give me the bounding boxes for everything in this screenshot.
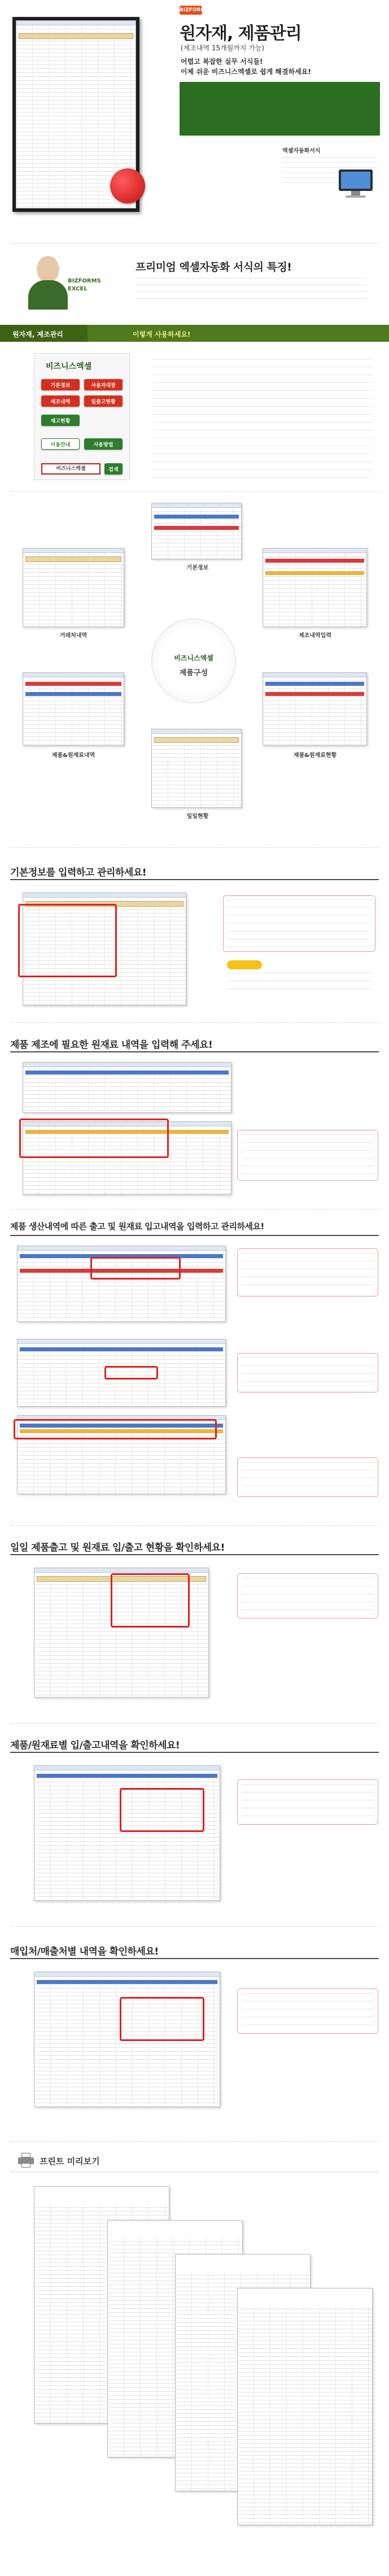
section-line-daily (10, 1554, 379, 1555)
inout-desc (242, 1784, 374, 1819)
production-desc-2 (242, 1357, 374, 1388)
composition-sheet-status (263, 672, 367, 746)
printer-icon (18, 2153, 34, 2168)
menu-descriptions (152, 359, 373, 480)
menu-button-stock[interactable]: 재고현황 (41, 415, 80, 426)
print-page-4 (237, 2288, 373, 2525)
divider-inout (10, 1926, 379, 1927)
divider-composition (10, 847, 379, 848)
production-callout-3 (14, 1419, 217, 1439)
section-title-inout: 제품/원재료별 입/출고내역을 확인하세요! (10, 1740, 180, 1751)
section-title-production: 제품 생산내역에 따른 출고 및 원재료 입고내역을 입력하고 관리하세요! (10, 1221, 264, 1232)
menu-search-button[interactable]: 검색 (104, 463, 123, 475)
composition-sheet-production (263, 548, 367, 627)
print-preview-header (10, 2149, 379, 2172)
section-title-basic: 기본정보를 입력하고 관리하세요! (10, 867, 146, 878)
production-desc-3 (242, 1462, 374, 1492)
composition-label-daily: 일일현황 (186, 813, 209, 820)
basic-callout (18, 904, 117, 977)
composition-label-item: 제품&원재료내역 (51, 752, 95, 759)
print-preview-title: 프린트 미리보기 (40, 2156, 100, 2166)
feature-lines (136, 278, 367, 304)
composition-sheet-client (23, 548, 124, 627)
menu-button-basic[interactable]: 기본정보 (41, 379, 80, 390)
print-pages (34, 2186, 373, 2553)
section-line-sales (10, 1958, 379, 1959)
basic-desc (227, 899, 371, 947)
composition-sheet-basic (151, 503, 242, 559)
divider-daily (10, 1723, 379, 1724)
material-desc (242, 1134, 374, 1175)
daily-desc (242, 1578, 374, 1613)
hero-subtitle: (제조내역 15개월까지 가능) (181, 44, 265, 52)
hero-title: 원자재, 제품관리 (180, 24, 301, 43)
inout-callout (120, 1788, 204, 1832)
brand-tag: BIZFORMS (180, 6, 202, 15)
sales-desc (242, 1993, 374, 2028)
feature-brand-1: BIZFORMS (68, 278, 101, 284)
divider-production (10, 1525, 379, 1526)
basic-tip-desc (227, 973, 371, 997)
composition-area (0, 497, 389, 830)
composition-label-basic: 기본정보 (186, 565, 209, 571)
divider-basic (10, 1022, 379, 1023)
composition-label-client: 거래처내역 (59, 633, 88, 639)
section-title-material: 제품 제조에 필요한 원재료 내역을 입력해 주세요! (10, 1039, 213, 1051)
menu-button-howto[interactable]: 사용방법 (84, 438, 123, 450)
sales-callout (120, 1997, 204, 2041)
menu-logo: 비즈니스엑셀 (46, 362, 92, 371)
composition-label-status: 제품&원재료현황 (293, 752, 337, 759)
feature-brand-2: EXCEL (68, 286, 88, 292)
section-line-inout (10, 1752, 379, 1753)
inout-sheet (34, 1765, 220, 1901)
usage-bar-left-label: 원자재, 제조관리 (12, 330, 63, 338)
section-line-material (10, 1051, 379, 1052)
hero-banner (0, 0, 389, 243)
section-title-daily: 일일 제품출고 및 원재료 입/출고 현황을 확인하세요! (10, 1542, 225, 1554)
usage-bar (0, 325, 389, 342)
menu-panel (34, 353, 130, 480)
hero-badge (110, 168, 145, 203)
divider-menu (10, 491, 379, 492)
menu-button-inout[interactable]: 입출고현황 (84, 395, 123, 407)
menu-bottom-label: 비즈니스엑셀 (41, 463, 100, 475)
material-sheet-top (23, 1062, 231, 1113)
hero-tagline-1: 어렵고 복잡한 실무 서식들! (181, 58, 263, 66)
section-line-basic (10, 879, 379, 880)
composition-sheet-item (23, 672, 124, 746)
production-callout-1 (90, 1257, 181, 1280)
hero-computer (339, 169, 373, 198)
feature-section (0, 243, 389, 316)
section-line-production (10, 1235, 379, 1236)
usage-bar-right-label: 이렇게 사용하세요! (133, 330, 191, 338)
production-callout-2 (104, 1366, 158, 1380)
hero-ribbon: 엑셀자동화서식 (282, 148, 321, 154)
hero-green-box (180, 82, 380, 136)
menu-button-production[interactable]: 제조내역 (41, 395, 80, 407)
composition-label-production: 제조내역입력 (299, 633, 331, 639)
composition-sheet-daily (151, 729, 242, 808)
composition-center-label: 제품구성 (179, 669, 208, 677)
composition-center-logo: 비즈니스엑셀 (174, 654, 213, 662)
basic-tip-badge (227, 960, 262, 969)
presenter-avatar (23, 253, 73, 310)
production-desc-1 (242, 1253, 374, 1291)
hero-tagline-2: 이제 쉬운 비즈니스엑셀로 쉽게 해결하세요! (181, 68, 311, 76)
menu-button-client[interactable]: 사용자대장 (84, 379, 123, 390)
material-callout (19, 1119, 169, 1158)
section-title-sales: 매입처/매출처별 내역을 확인하세요! (10, 1946, 159, 1957)
daily-callout (111, 1573, 190, 1628)
divider-sales (10, 2141, 379, 2142)
feature-title: 프리미엄 엑셀자동화 서식의 특징! (136, 261, 292, 273)
menu-button-guide[interactable]: 이용안내 (41, 438, 80, 450)
